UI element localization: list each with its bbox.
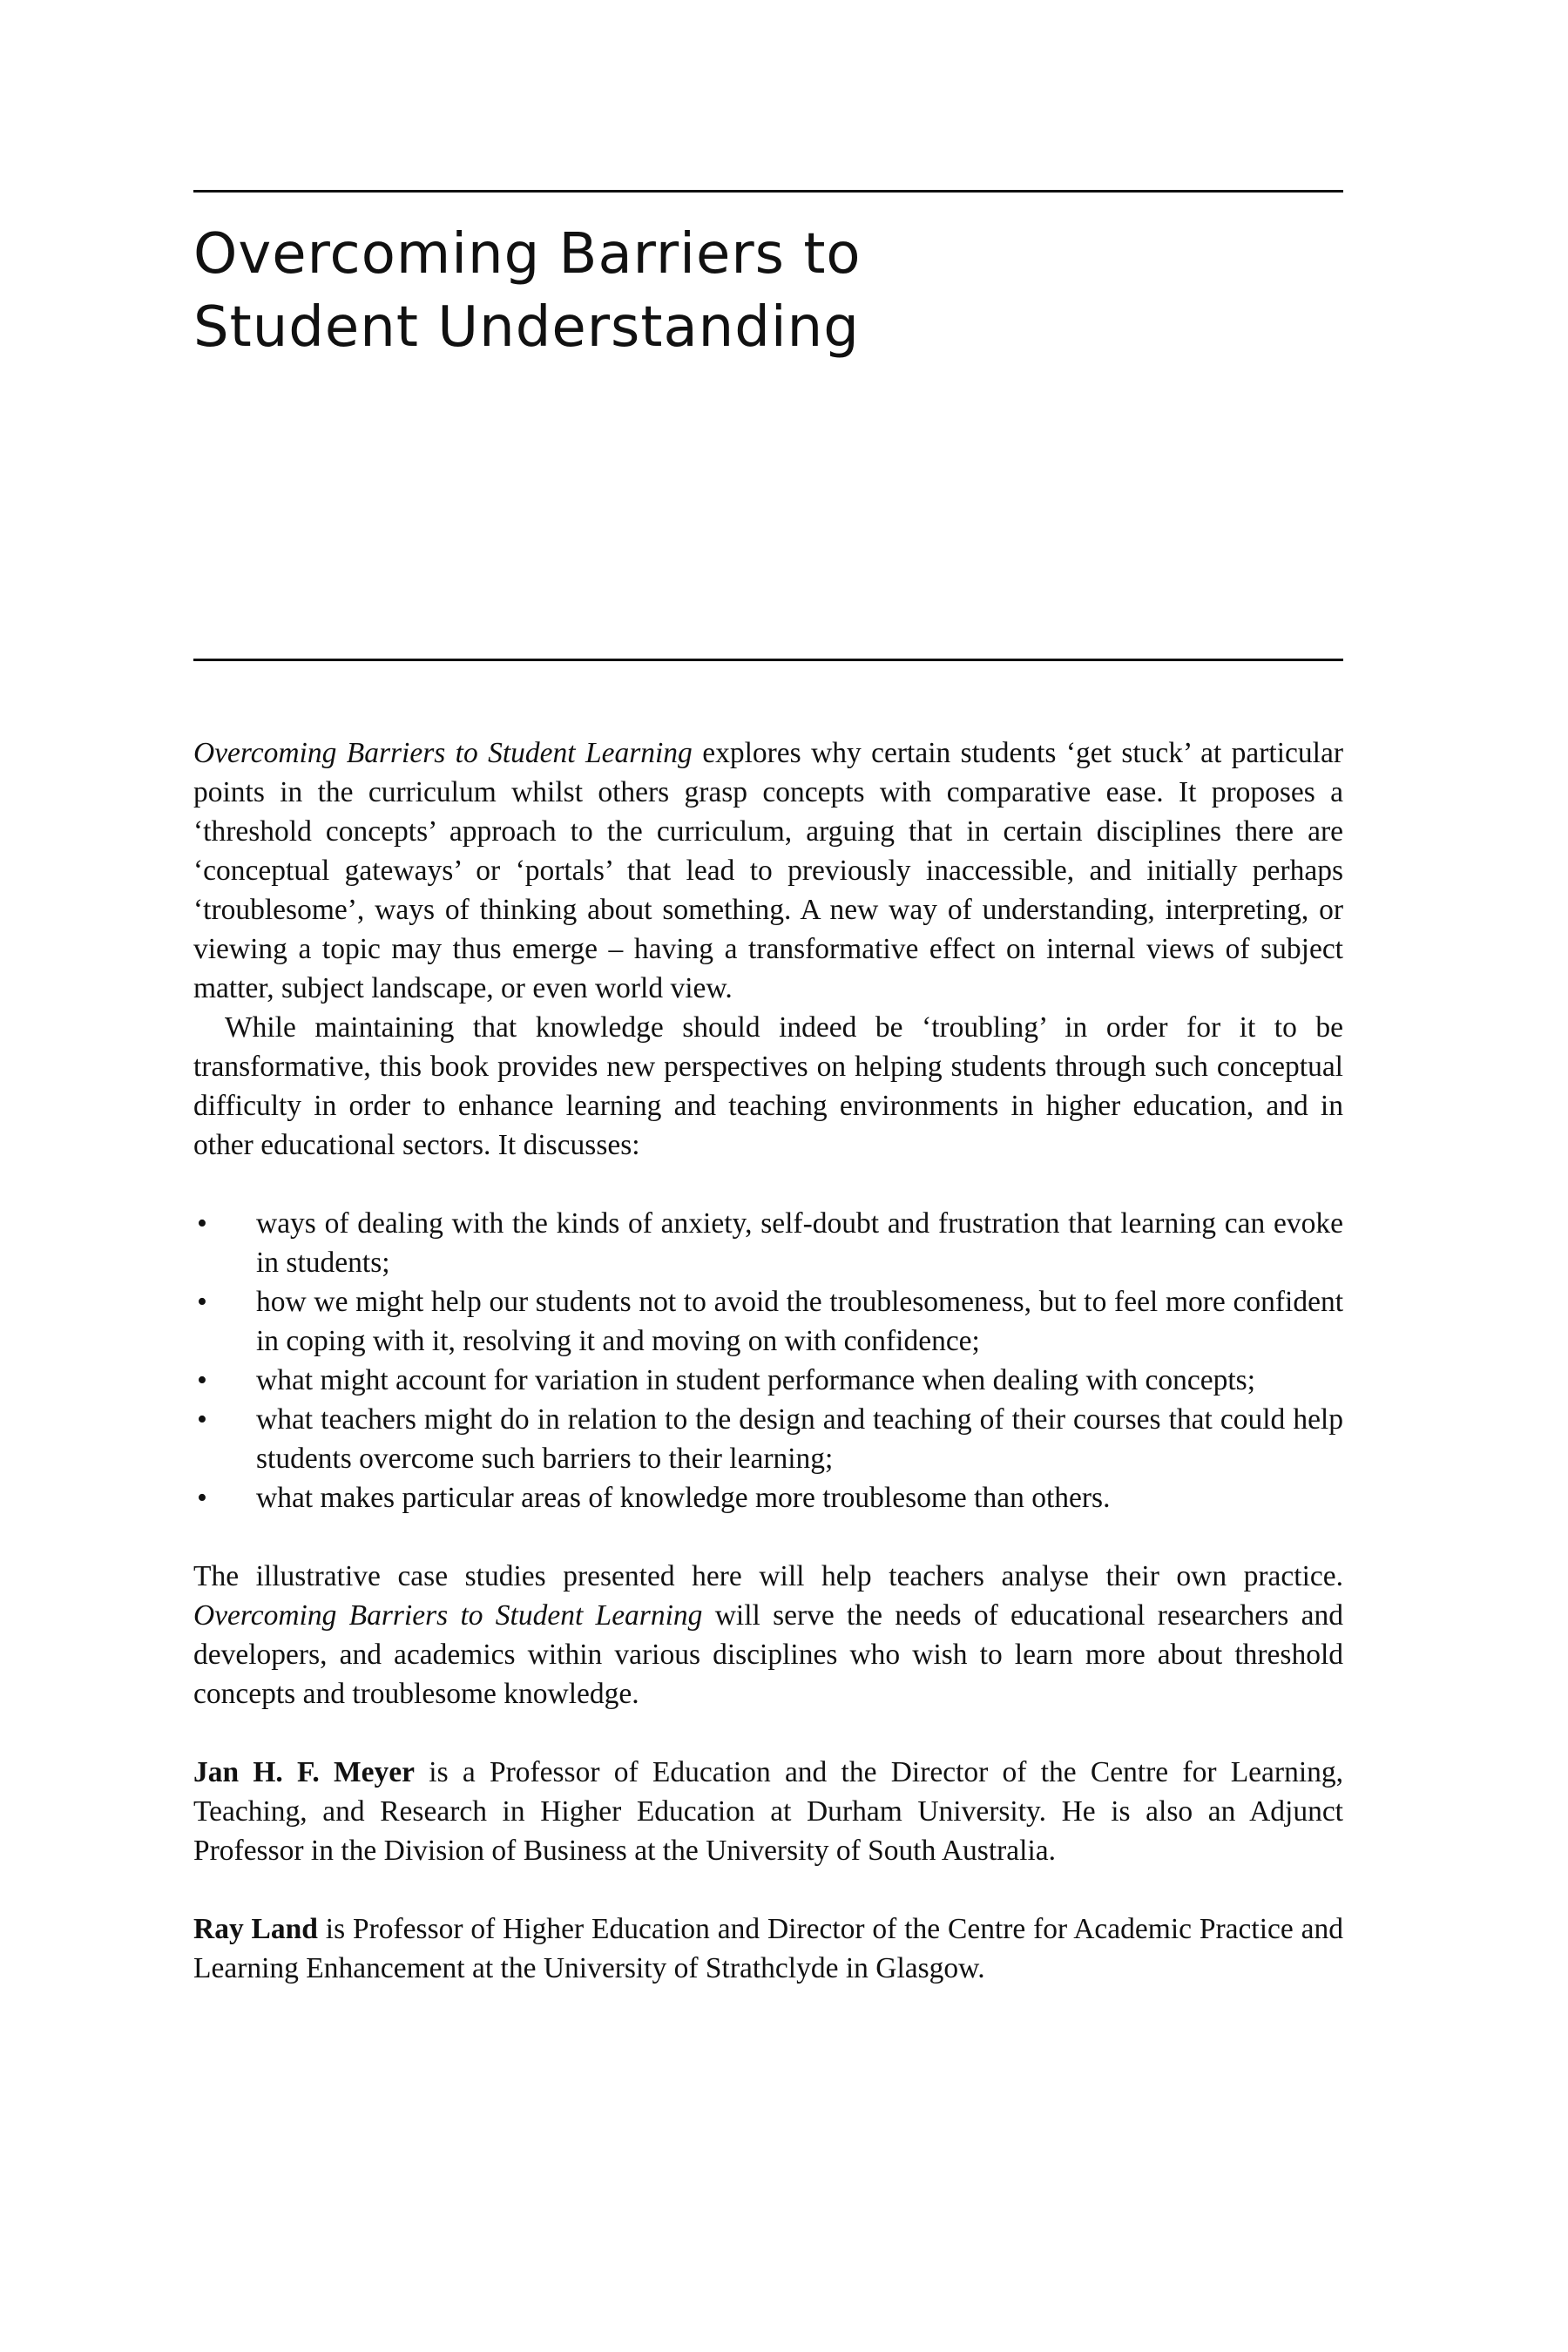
list-item: [193, 1400, 1343, 1478]
intro-paragraph: [193, 733, 1343, 1008]
author-bio-meyer: [193, 1753, 1343, 1870]
author-bio-text: is Professor of Higher Education and Director of the Centre for Academic Practice and Learning Enhancement at the University of Strathclyde in Glasgow.: [193, 1913, 1343, 1984]
title-line-1: Overcoming Barriers to: [193, 222, 862, 287]
intro-book-title: Overcoming Barriers to Student Learning: [193, 737, 693, 769]
closing-text-before: The illustrative case studies presented here will help teachers analyse their own practice.: [193, 1560, 1343, 1592]
author-name: Ray Land: [193, 1913, 318, 1945]
list-item-text: what might account for variation in student performance when dealing with concepts;: [256, 1364, 1256, 1396]
middle-rule: [193, 659, 1343, 661]
page-title: [193, 218, 1343, 364]
description-body: [193, 733, 1343, 1988]
author-bio-land: [193, 1909, 1343, 1988]
list-item: [193, 1204, 1343, 1282]
bullet-icon: •: [197, 1364, 207, 1396]
topics-list: [193, 1204, 1343, 1517]
bullet-icon: •: [197, 1207, 207, 1240]
bullet-icon: •: [197, 1482, 207, 1514]
closing-book-title: Overcoming Barriers to Student Learning: [193, 1599, 703, 1632]
bullet-icon: •: [197, 1403, 207, 1436]
closing-paragraph: [193, 1557, 1343, 1713]
second-paragraph: While maintaining that knowledge should indeed be ‘troubling’ in order for it to be transformative, this book provides new perspectives on helping students through such conceptual difficulty in order to enhance learning and teaching environments in higher education, and in other educational sectors. It discusses:: [193, 1011, 1343, 1161]
list-item-text: how we might help our students not to avoid the troublesomeness, but to feel more confident in coping with it, resolving it and moving on with confidence;: [256, 1286, 1343, 1357]
list-item-text: ways of dealing with the kinds of anxiety, self-doubt and frustration that learning can evoke in students;: [256, 1207, 1343, 1279]
list-item-text: what makes particular areas of knowledge more troublesome than others.: [256, 1482, 1111, 1514]
top-rule: [193, 190, 1343, 193]
list-item: [193, 1282, 1343, 1361]
author-name: Jan H. F. Meyer: [193, 1756, 416, 1788]
bullet-icon: •: [197, 1286, 207, 1318]
list-item-text: what teachers might do in relation to the design and teaching of their courses that could help students overcome such barriers to their learning;: [256, 1403, 1343, 1475]
intro-text: explores why certain students ‘get stuck’ at particular points in the curriculum whilst others grasp concepts with comparative ease. It proposes a ‘threshold concepts’ approach to the curriculum, arguing that in certain disciplines there are ‘conceptual gateways’ or ‘portals’ that lead to previously inaccessible, and initially perhaps ‘troublesome’, ways of thinking about something. A new way of understanding, interpreting, or viewing a topic may thus emerge – having a transformative effect on internal views of subject matter, subject landscape, or even world view.: [193, 737, 1343, 1004]
author-bio-text: is a Professor of Education and the Director of the Centre for Learning, Teaching, and Research in Higher Education at Durham University. He is also an Adjunct Professor in the Division of Business at the University of South Australia.: [193, 1756, 1343, 1867]
list-item: [193, 1478, 1343, 1517]
title-line-2: Student Understanding: [193, 295, 860, 360]
list-item: [193, 1361, 1343, 1400]
closing-text-after: will serve the needs of educational researchers and developers, and academics within various disciplines who wish to learn more about threshold concepts and troublesome knowledge.: [193, 1599, 1343, 1710]
